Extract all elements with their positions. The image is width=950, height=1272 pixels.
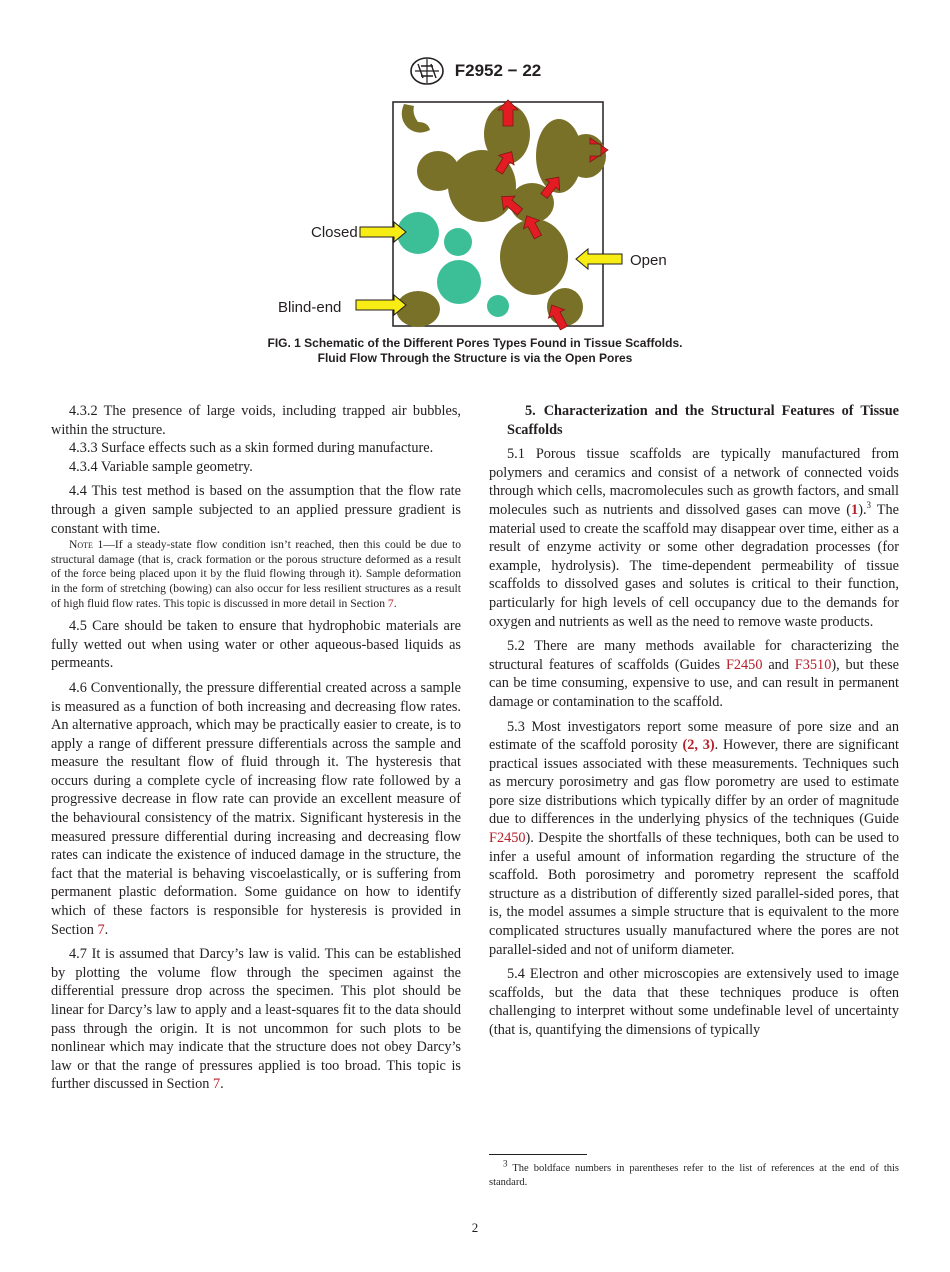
paragraph-4-3-3: 4.3.3 Surface effects such as a skin formed during manufacture. (69, 440, 434, 457)
section-link[interactable]: 7 (213, 1076, 221, 1093)
section-5-heading: 5. Characterization and the Structural Features of Tissue Scaffolds (507, 403, 899, 438)
pore-schematic-figure (270, 94, 670, 334)
paragraph-4-3-4: 4.3.4 Variable sample geometry. (69, 458, 253, 475)
figure-caption: FIG. 1 Schematic of the Different Pores Types Found in Tissue Scaffolds. Fluid Flow Through the Structure is via the Open Pores (267, 336, 683, 365)
label-open: Open (630, 252, 667, 269)
paragraph-4-3-2: 4.3.2 The presence of large voids, including trapped air bubbles, within the structure. (51, 403, 461, 438)
standard-designation: F2952 − 22 (454, 61, 542, 80)
standard-link[interactable]: F2450 (489, 830, 526, 847)
footnote-marker: 3 (866, 500, 872, 511)
section-link[interactable]: 7 (387, 596, 394, 610)
label-blind-end: Blind-end (278, 299, 342, 316)
reference-link[interactable]: (2, 3) (682, 737, 715, 754)
paragraph-4-6: 4.6 Conventionally, the pressure differential created across a sample is measured as a function of both increasing and decreasing flow rates. An alternative approach, which may be practically easier to create, is to apply a range of different pressure differentials across the sample and measure the resultant flow of fluid through it. The hysteresis that occurs during a complete cycle of increasing flow rate followed by a progressive decrease in flow rate can provide an excellent measure of the behavioural consistency of the matrix. Significant hysteresis in the measured pressure differential during increasing and decreasing flow rates can indicate the existence of induced damage in the structure, the fact that the material is behaving viscoelastically, or is suffering from permanent plastic deformation. Some guidance on how to identify which of these factors is responsible for hysteresis is provided in Section 7. (51, 679, 461, 938)
astm-logo-icon (409, 56, 445, 86)
standard-link[interactable]: F3510 (794, 656, 832, 673)
right-column (489, 402, 899, 1040)
page-number: 2 (471, 1220, 479, 1235)
paragraph-5-2: 5.2 There are many methods available for characterizing the structural features of scaffolds (Guides F2450 and F3510), but these can be time consuming, expensive to use, and can result in permanent damage or contamination to the scaffold. (489, 638, 899, 710)
note-1: Note 1—If a steady-state flow condition isn’t reached, then this could be due to structural damage (that is, crack formation or the porous structure deformed as a result of the force being placed upon it by the fluid flowing through it). Sample deformation in the form of stretching (bowing) can also occur for less resilient structures as a result of high fluid flow rates. This topic is discussed in more detail in Section 7. (51, 538, 461, 610)
page-header (0, 56, 950, 86)
footnote: $^3$ The boldface numbers in parentheses refer to the list of references at the end of this standard. (489, 1158, 899, 1188)
paragraph-5-1: 5.1 Porous tissue scaffolds are typically manufactured from polymers and ceramics and consist of a network of connected voids through which cells, macromolecules such as growth factors, and small molecules such as nutrients and dissolved gases can move (1).$^3$ The material used to create the scaffold may disappear over time, either as a result of enzyme activity or some other degradation processes (for example, hydrolysis). The time-dependent permeability of tissue scaffolds to dissolved gases and solutes is critical to their function, particularly for high levels of cell occupancy due to the demands for oxygen and nutrients as well as the need to remove waste products. (489, 446, 900, 630)
paragraph-5-4: 5.4 Electron and other microscopies are extensively used to image scaffolds, but the data that these techniques produce is often challenging to interpret without some undefinable level of uncertainty (that is, quantifying the dimensions of typically (489, 966, 899, 1038)
left-column (51, 402, 461, 1094)
paragraph-5-3: 5.3 Most investigators report some measure of pore size and an estimate of the scaffold porosity (2, 3). However, there are significant practical issues associated with these measurements. Techniques such as mercury porosimetry and gas flow porometry are used to estimate pore size distributions which typically differ by an order of magnitude due to differences in the underlying physics of the techniques (Guide F2450). Despite the shortfalls of these techniques, both can be used to infer a useful amount of information regarding the structure of the scaffold. Both porosimetry and porometry represent the scaffold structure as a distribution of differently sized parallel-sided pores, that is, the model assumes a simple structure that is equivalent to the more complicated structures usually manufactured where the pores are not parallel-sided and not of uniform diameter. (489, 718, 899, 958)
label-closed: Closed (311, 224, 358, 241)
paragraph-4-4: 4.4 This test method is based on the assumption that the flow rate through a given sample subjected to an applied pressure gradient is constant with time. (51, 483, 461, 537)
footnote-divider (489, 1154, 587, 1155)
paragraph-4-5: 4.5 Care should be taken to ensure that hydrophobic materials are fully wetted out when using water or other aqueous-based liquids as permeants. (51, 618, 461, 672)
standard-link[interactable]: F2450 (725, 656, 763, 673)
paragraph-4-7: 4.7 It is assumed that Darcy’s law is valid. This can be established by plotting the volume flow through the specimen against the differential pressure drop across the specimen. This plot should be linear for Darcy’s law to apply and a least-squares fit to the data should pass through the origin. It is not uncommon for such plots to be nonlinear which may indicate that the structure does not obey Darcy’s law or that the range of pressures applied is too broad. This topic is further discussed in Section 7. (51, 946, 461, 1093)
section-link[interactable]: 7 (97, 921, 105, 938)
reference-link[interactable]: 1 (851, 501, 859, 518)
